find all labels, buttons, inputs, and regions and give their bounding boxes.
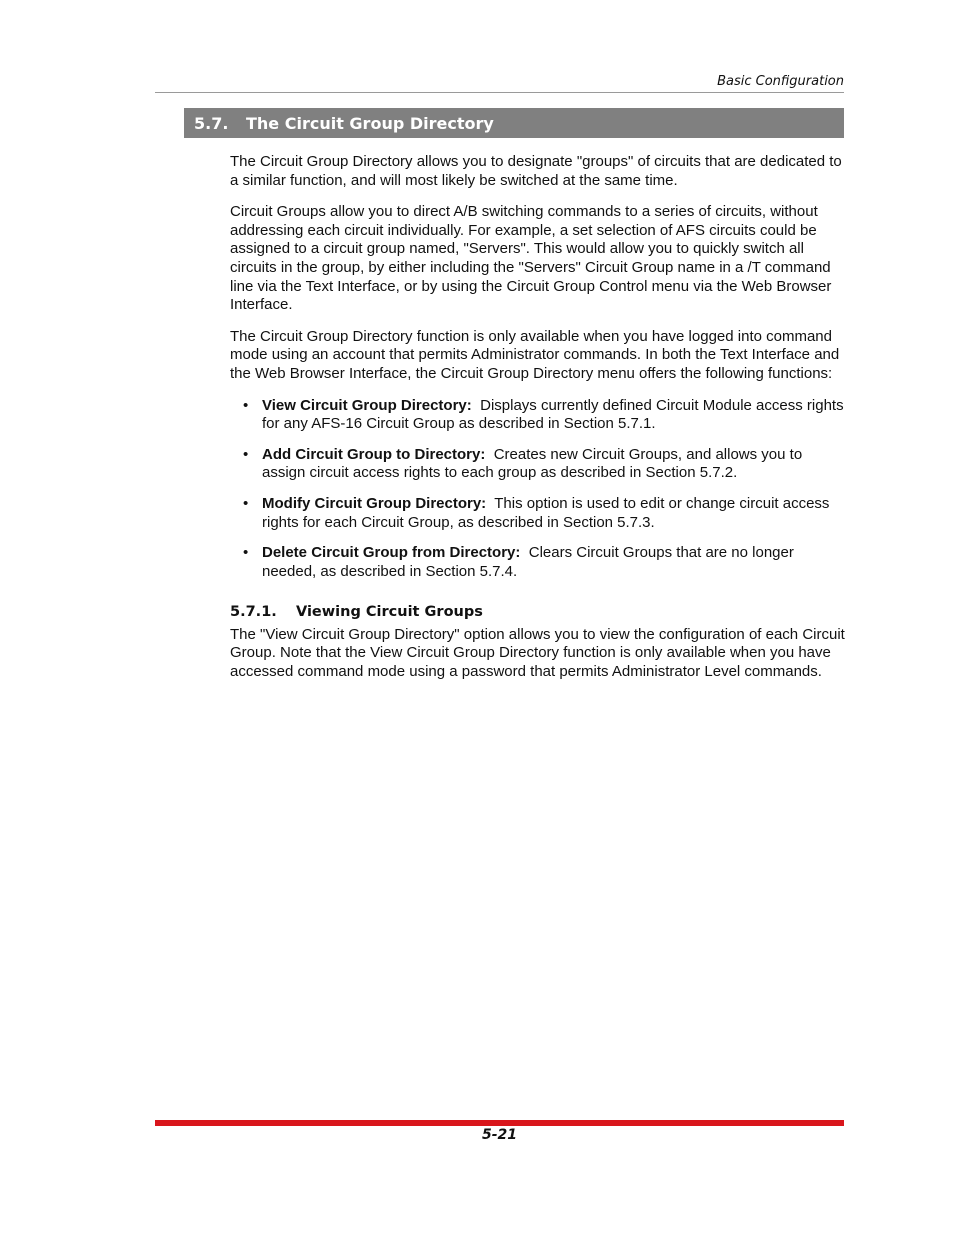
bullet-glyph: • — [243, 396, 249, 414]
section-title: The Circuit Group Directory — [246, 113, 494, 133]
bullet-glyph: • — [243, 544, 249, 562]
list-item-delete — [230, 544, 845, 581]
list-item-modify — [230, 495, 845, 532]
subsection-number: 5.7.1. — [230, 604, 277, 621]
list-item-term: Delete Circuit Group from Directory: — [262, 544, 521, 562]
page-number: 5-21 — [481, 1127, 518, 1143]
list-item-text: This option is used to edit or change circuit access rights for each Circuit Group, as described in Section 5.7.3. — [262, 494, 830, 531]
list-item-term: View Circuit Group Directory: — [262, 396, 472, 414]
list-item-term: Modify Circuit Group Directory: — [262, 494, 487, 512]
paragraph-viewing: The "View Circuit Group Directory" option allows you to view the configuration of each Circuit Group. Note that the View Circuit Group Directory function is only available when you have accessed command mode using a password that permits Administrator Level commands. — [230, 625, 845, 681]
footer-rule — [155, 1120, 844, 1126]
list-item-text: Clears Circuit Groups that are no longer needed, as described in Section 5.7.4. — [262, 544, 794, 580]
section-heading-bar — [184, 108, 844, 138]
header-rule — [155, 92, 844, 93]
section-number: 5.7. — [194, 113, 229, 133]
paragraph-circuit-groups: Circuit Groups allow you to direct A/B switching commands to a series of circuits, without addressing each circuit individually. For example, a set selection of AFS circuits could be assigned to a circuit group named, "Servers". This would allow you to quickly switch all circuits in the group, by either including the "Servers" Circuit Group name in a /T command line via the Text Interface, or by using the Circuit Group Control menu via the Web Browser Interface. — [230, 203, 832, 314]
list-item-text: Creates new Circuit Groups, and allows you to assign circuit access rights to each group as described in Section 5.7.2. — [262, 445, 803, 482]
function-list — [230, 397, 845, 582]
paragraph-intro: The Circuit Group Directory allows you to designate "groups" of circuits that are dedicated to a similar function, and will most likely be switched at the same time. — [230, 153, 842, 189]
list-item-view — [230, 397, 845, 434]
body-content — [230, 153, 845, 695]
bullet-glyph: • — [243, 494, 249, 512]
subsection-heading — [230, 603, 845, 622]
running-header: Basic Configuration — [717, 74, 844, 89]
subsection-title: Viewing Circuit Groups — [296, 604, 483, 621]
list-item-add — [230, 446, 845, 483]
bullet-glyph: • — [243, 445, 249, 463]
list-item-term: Add Circuit Group to Directory: — [262, 445, 486, 463]
list-item-text: Displays currently defined Circuit Module access rights for any AFS-16 Circuit Group as described in Section 5.7.1. — [262, 396, 844, 433]
paragraph-availability: The Circuit Group Directory function is only available when you have logged into command mode using an account that permits Administrator commands. In both the Text Interface and the Web Browser Interface, the Circuit Group Directory menu offers the following functions: — [230, 327, 840, 382]
